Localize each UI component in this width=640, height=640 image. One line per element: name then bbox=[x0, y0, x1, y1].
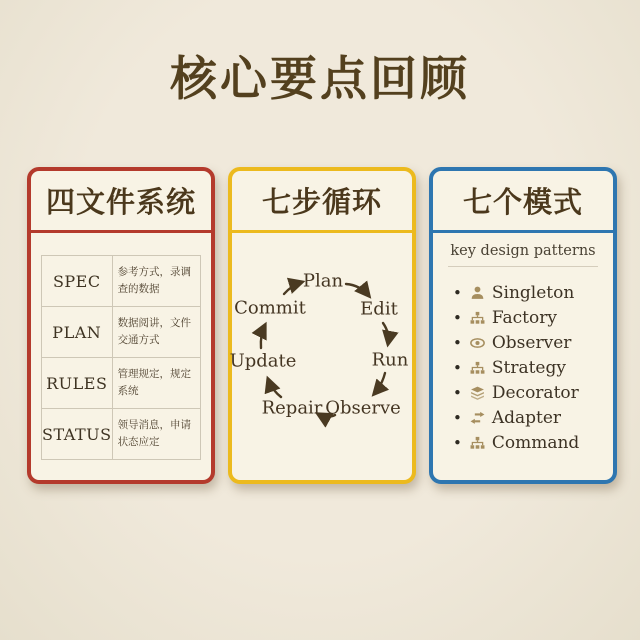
cycle-step-commit: Commit bbox=[234, 297, 306, 319]
cycle-step-plan: Plan bbox=[302, 270, 344, 292]
bullet-dot: • bbox=[453, 308, 462, 327]
observer-eye-icon bbox=[470, 336, 485, 350]
file-key: RULES bbox=[42, 358, 113, 409]
card-seven-step-cycle bbox=[228, 167, 416, 484]
bullet-dot: • bbox=[453, 333, 462, 352]
list-item bbox=[453, 355, 613, 380]
list-item bbox=[453, 380, 613, 405]
pattern-label: Singleton bbox=[491, 282, 575, 303]
list-item bbox=[453, 430, 613, 455]
decorator-layers-icon bbox=[470, 386, 485, 400]
arrow-update-to-commit bbox=[261, 325, 265, 348]
pattern-label: Command bbox=[491, 432, 580, 453]
strategy-tree-icon bbox=[470, 361, 485, 375]
file-key: SPEC bbox=[42, 256, 113, 307]
cycle-step-observe: Observe bbox=[325, 397, 401, 419]
pattern-label: Strategy bbox=[491, 357, 566, 378]
cycle-step-update: Update bbox=[229, 350, 297, 372]
card-seven-patterns-body bbox=[433, 233, 613, 480]
arrow-repair-to-update bbox=[268, 379, 281, 397]
bullet-dot: • bbox=[453, 283, 462, 302]
factory-tree-icon bbox=[470, 311, 485, 325]
adapter-arrows-icon bbox=[470, 411, 485, 425]
list-item bbox=[453, 330, 613, 355]
file-desc: 管理规定，规定系统 bbox=[112, 358, 200, 409]
card-seven-patterns-title: 七个模式 bbox=[433, 171, 613, 233]
file-key: PLAN bbox=[42, 307, 113, 358]
bullet-dot: • bbox=[453, 358, 462, 377]
table-row bbox=[42, 307, 201, 358]
cycle-step-repair: Repair bbox=[261, 397, 323, 419]
file-key: STATUS bbox=[42, 409, 113, 460]
file-desc: 领导消息，申请状态应定 bbox=[112, 409, 200, 460]
list-item bbox=[453, 280, 613, 305]
cycle-diagram bbox=[229, 233, 414, 483]
pattern-label: Factory bbox=[491, 307, 557, 328]
file-table bbox=[41, 255, 201, 460]
arrow-commit-to-plan bbox=[284, 282, 302, 294]
file-desc: 参考方式，录调查的数据 bbox=[112, 256, 200, 307]
cycle-step-run: Run bbox=[371, 349, 409, 371]
pattern-label: Adapter bbox=[491, 407, 562, 428]
cards-row bbox=[27, 167, 617, 484]
file-desc: 数据阅讲，文件交通方式 bbox=[112, 307, 200, 358]
arrow-edit-to-run bbox=[383, 323, 388, 344]
page-title: 核心要点回顾 bbox=[170, 52, 470, 107]
arrow-run-to-observe bbox=[374, 373, 385, 394]
table-row bbox=[42, 256, 201, 307]
pattern-label: Observer bbox=[491, 332, 572, 353]
bullet-dot: • bbox=[453, 408, 462, 427]
arrow-plan-to-edit bbox=[346, 284, 369, 296]
patterns-subtitle: key design patterns bbox=[450, 243, 596, 259]
patterns-divider bbox=[448, 266, 598, 267]
list-item bbox=[453, 405, 613, 430]
cycle-step-edit: Edit bbox=[360, 298, 398, 320]
card-seven-patterns bbox=[429, 167, 617, 484]
card-four-file-system bbox=[27, 167, 215, 484]
command-tree-icon bbox=[470, 436, 485, 450]
bullet-dot: • bbox=[453, 433, 462, 452]
bullet-dot: • bbox=[453, 383, 462, 402]
card-seven-step-cycle-title: 七步循环 bbox=[232, 171, 412, 233]
list-item bbox=[453, 305, 613, 330]
pattern-list bbox=[433, 280, 613, 455]
card-four-file-system-title: 四文件系统 bbox=[31, 171, 211, 233]
card-seven-step-cycle-body bbox=[229, 233, 412, 480]
table-row bbox=[42, 409, 201, 460]
table-row bbox=[42, 358, 201, 409]
singleton-person-icon bbox=[470, 286, 485, 300]
pattern-label: Decorator bbox=[491, 382, 579, 403]
card-four-file-system-body bbox=[31, 233, 211, 480]
